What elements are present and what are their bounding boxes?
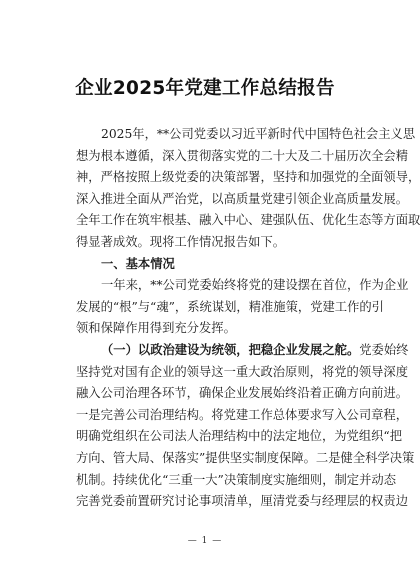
document-body <box>76 124 420 513</box>
text-line: 领和保障作用得到充分发挥。 <box>76 321 236 336</box>
subsection-lead-line <box>76 340 409 362</box>
text-line: 方向、管大局、保落实”提供坚实制度保障。二是健全科学决策 <box>76 450 415 465</box>
text-line: 机制。持续优化“三重一大”决策制度实施细则，制定并动态 <box>76 472 396 487</box>
text-line: 一年来，**公司党委始终将党的建设摆在首位，作为企业 <box>101 278 409 293</box>
document-title: 企业2025年党建工作总结报告 <box>75 78 335 99</box>
text-line: 想为根本遵循，深入贯彻落实党的二十大及二十届历次全会精 <box>76 148 409 163</box>
text-line: 融入公司治理各环节，确保企业发展始终沿着正确方向前进。 <box>76 386 409 401</box>
subsection-lead-rest: 党委始终 <box>359 342 409 357</box>
text-line: 得显著成效。现将工作情况报告如下。 <box>76 234 286 249</box>
text-line: 2025年，**公司党委以习近平新时代中国特色社会主义思 <box>101 127 416 141</box>
text-line: 神，严格按照上级党委的决策部署，坚持和加强党的全面领导， <box>76 170 420 185</box>
page-number: — 1 — <box>187 536 223 546</box>
text-line: 全年工作在筑牢根基、融入中心、建强队伍、优化生态等方面取 <box>76 213 420 228</box>
subsection-heading: （一）以政治建设为统领，把稳企业发展之舵。 <box>101 342 360 357</box>
text-line: 明确党组织在公司法人治理结构中的法定地位，为党组织“把 <box>76 429 403 444</box>
section-heading: 一、基本情况 <box>101 256 175 271</box>
text-line: 一是完善公司治理结构。将党建工作总体要求写入公司章程， <box>76 407 409 422</box>
text-line: 坚持党对国有企业的领导这一重大政治原则，将党的领导深度 <box>76 364 409 379</box>
text-line: 深入推进全面从严治党，以高质量党建引领企业高质量发展。 <box>76 191 409 206</box>
text-line: 完善党委前置研究讨论事项清单，厘清党委与经理层的权责边 <box>76 494 409 509</box>
text-line: 发展的“根”与“魂”，系统谋划，精准施策，党建工作的引 <box>76 299 384 314</box>
